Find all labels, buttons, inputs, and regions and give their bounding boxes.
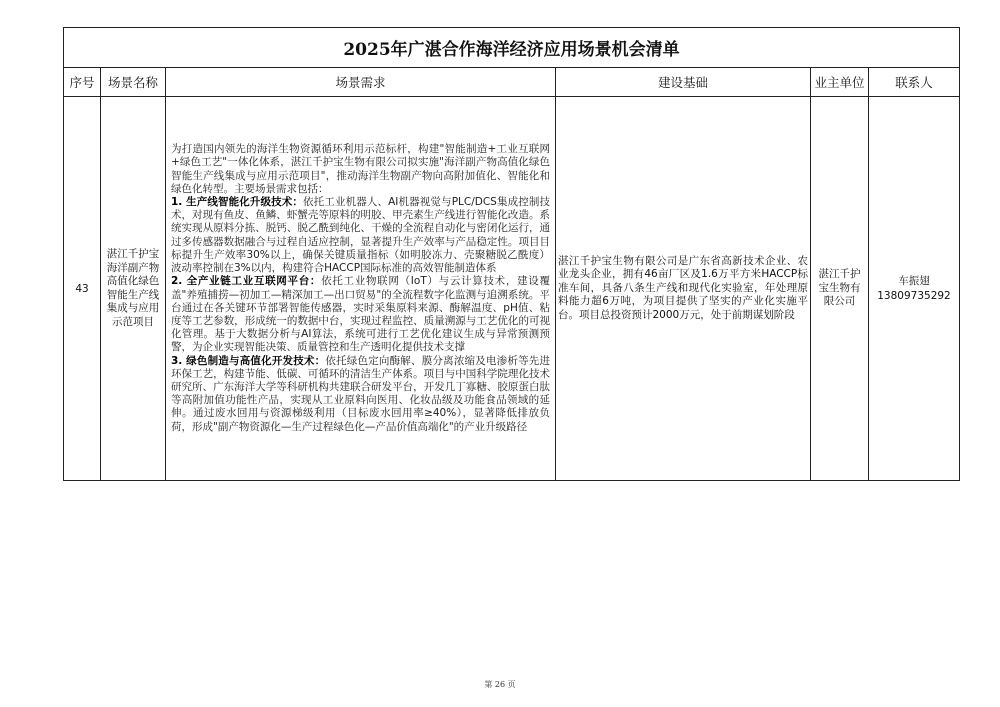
header-contact: 联系人 [869,68,960,97]
requirement-item-text: 依托绿色定向酶解、膜分离浓缩及电渗析等先进环保工艺，构建节能、低碳、可循环的清洁生产体系。项目与中国科学院理化技术研究所、广东海洋大学等科研机构共建联合研发平台，开发几丁寡糖、胶原蛋白肽等高附加值功能性产品，实现从工业原料向医用、化妆品级及功能食品领域的延伸。通过废水回用与资源梯级利用（目标废水回用率≥40%），显著降低排放负荷，形成"副产物资源化—生产过程绿色化—产品价值高端化"的产业升级路径 [171,354,551,433]
requirement-item-text: 依托工业机器人、AI机器视觉与PLC/DCS集成控制技术，对现有鱼皮、鱼鳞、虾蟹壳等原料的明胶、甲壳素生产线进行智能化改造。系统实现从原料分拣、脱钙、脱乙酰到纯化、干燥的全流程自动化与密闭化运行，通过多传感器数据融合与过程自适应控制，显著提升生产效率与产品稳定性。项目目标提升生产效率30%以上，确保关键质量指标（如明胶冻力、壳聚糖脱乙酰度）波动率控制在3%以内，构建符合HACCP国际标准的高效智能制造体系 [171,196,550,275]
owner-unit: 湛江千护宝生物有限公司 [811,97,869,481]
table-row [64,97,960,481]
row-number: 43 [64,97,101,481]
header-foundation: 建设基础 [556,68,811,97]
requirement-item-heading: 2. 全产业链工业互联网平台： [171,275,322,288]
construction-foundation: 湛江千护宝生物有限公司是广东省高新技术企业、农业龙头企业，拥有46亩厂区及1.6万平方米HACCP标准车间，具备八条生产线和现代化实验室，年处理原料能力超6万吨，为项目提供了坚实的产业化实施平台。项目总投资预计2000万元，处于前期谋划阶段 [556,97,811,481]
page-number: 第 26 页 [484,680,516,689]
header-requirement: 场景需求 [166,68,556,97]
requirement-item [171,196,550,275]
header-scene: 场景名称 [101,68,166,97]
requirement-item [171,355,550,434]
scene-requirement [166,97,556,481]
header-no: 序号 [64,68,101,97]
opportunity-table [63,27,960,481]
requirement-item-text: 依托工业物联网（IoT）与云计算技术，建设覆盖"养殖捕捞—初加工—精深加工—出口贸易"的全流程数字化监测与追溯系统。平台通过在各关键环节部署智能传感器，实时采集原料来源、酶解温度、pH值、粘度等工艺参数，形成统一的数据中台，实现过程监控、质量溯源与工艺优化的可视化管理。基于大数据分析与AI算法，系统可进行工艺优化建议生成与异常预测预警，为企业实现智能决策、质量管控和生产透明化提供技术支撑 [171,275,550,354]
requirement-item [171,275,550,354]
requirement-intro: 为打造国内领先的海洋生物资源循环利用示范标杆，构建"智能制造+工业互联网+绿色工艺"一体化体系，湛江千护宝生物有限公司拟实施"海洋副产物高值化绿色智能生产线集成与应用示范项目"，推动海洋生物副产物向高附加值化、智能化和绿色化转型。主要场景需求包括： [171,143,550,195]
header-owner: 业主单位 [811,68,869,97]
contact-name: 车振翅 [898,274,930,287]
page-title: 2025年广湛合作海洋经济应用场景机会清单 [64,28,960,68]
contact-person [869,97,960,481]
contact-phone: 13809735292 [877,289,951,302]
scene-name: 湛江千护宝海洋副产物高值化绿色智能生产线集成与应用示范项目 [101,97,166,481]
requirement-item-heading: 3. 绿色制造与高值化开发技术： [171,354,326,367]
requirement-item-heading: 1. 生产线智能化升级技术： [171,196,304,209]
